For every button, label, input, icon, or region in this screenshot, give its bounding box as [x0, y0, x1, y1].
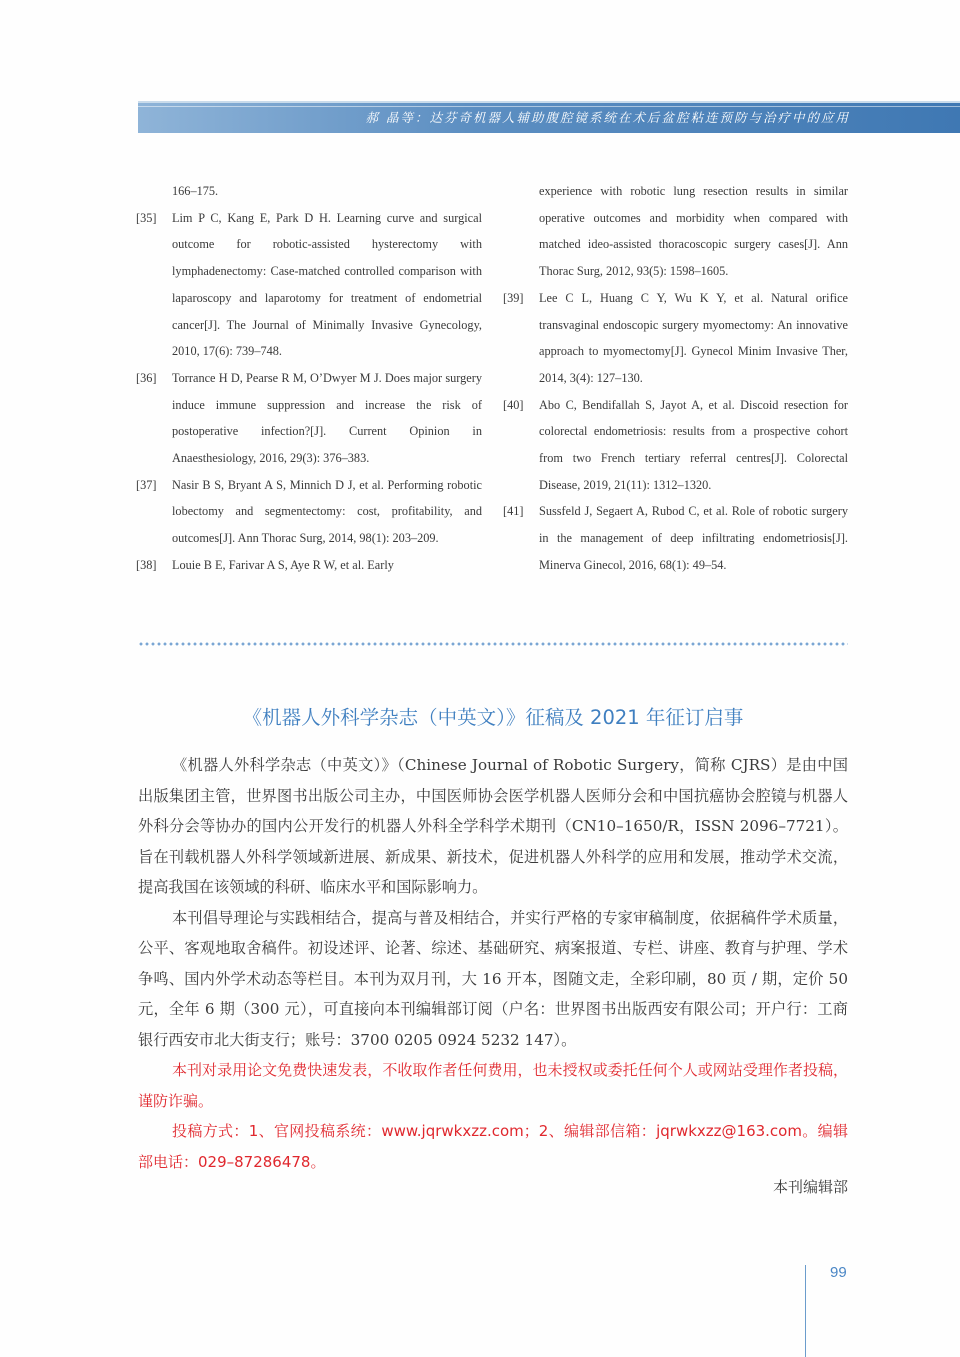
- dotted-divider: [138, 640, 848, 648]
- reference-text: Lim P C, Kang E, Park D H. Learning curve and surgical outcome for robotic-assisted hysterectomy with lymphadenectomy: Case-matched controlled comparison with laparoscopy and laparotomy for treatment of endometrial cancer[J]. The Journal of Minimally Invasive Gynecology, 2010, 17(6): 739–748.: [172, 210, 482, 359]
- reference-item: [503, 498, 848, 578]
- reference-item: [136, 472, 482, 552]
- reference-item: [136, 205, 482, 365]
- notice-warning: 本刊对录用论文免费快速发表，不收取作者任何费用，也未授权或委托任何个人或网站受理作者投稿，谨防诈骗。: [138, 1061, 848, 1110]
- reference-item: [136, 365, 482, 472]
- reference-text: Nasir B S, Bryant A S, Minnich D J, et al. Performing robotic lobectomy and segmentectomy: cost, profitability, and outcomes[J]. Ann Thorac Surg, 2014, 98(1): 203–209.: [172, 477, 482, 546]
- page-number: 99: [830, 1264, 847, 1281]
- reference-text: Abo C, Bendifallah S, Jayot A, et al. Discoid resection for colorectal endometriosis: results from a prospective cohort from two French tertiary referral centres[J]. Colorectal Disease, 2019, 21(11): 1312–1320.: [539, 397, 848, 492]
- reference-item: [136, 552, 482, 579]
- reference-number: [37]: [136, 477, 157, 492]
- references-right-column: [503, 178, 848, 579]
- reference-number: [39]: [503, 290, 524, 305]
- editorial-signature: 本刊编辑部: [772, 1178, 848, 1196]
- reference-item: [136, 178, 482, 205]
- reference-item: [503, 392, 848, 499]
- notice-title: 《机器人外科学杂志（中英文）》征稿及 2021 年征订启事: [242, 706, 744, 729]
- notice-body: [138, 750, 848, 1177]
- reference-number: [38]: [136, 557, 157, 572]
- notice-paragraph-intro: 《机器人外科学杂志（中英文）》（Chinese Journal of Robotic Surgery，简称 CJRS）是由中国出版集团主管，世界图书出版公司主办，中国医师协会医学机器人医师分会和中国抗癌协会腔镜与机器人外科分会等协办的国内公开发行的机器人外科全学科学术期刊（CN10–1650/R，ISSN 2096–7721）。旨在刊载机器人外科学领域新进展、新成果、新技术，促进机器人外科学的应用和发展，推动学术交流，提高我国在该领域的科研、临床水平和国际影响力。: [138, 756, 848, 896]
- notice-paragraph-policy: 本刊倡导理论与实践相结合，提高与普及相结合，并实行严格的专家审稿制度，依据稿件学术质量，公平、客观地取舍稿件。初设述评、论著、综述、基础研究、病案报道、专栏、讲座、教育与护理、学术争鸣、国内外学术动态等栏目。本刊为双月刊，大 16 开本，图随文走，全彩印刷，80 页 / 期，定价 50 元，全年 6 期（300 元），可直接向本刊编辑部订阅（户名：世界图书出版西安有限公司；开户行：工商银行西安市北大街支行；账号：3700 0205 0924 5232 147）。: [138, 908, 848, 1049]
- reference-number: [41]: [503, 504, 524, 519]
- reference-text: Torrance H D, Pearse R M, O’Dwyer M J. Does major surgery induce immune suppression and increase the risk of postoperative infection?[J]. Current Opinion in Anaesthesiology, 2016, 29(3): 376–383.: [172, 370, 482, 466]
- page-number-rule: [805, 1265, 806, 1357]
- reference-text: Sussfeld J, Segaert A, Rubod C, et al. Role of robotic surgery in the management of deep infiltrating endometriosis[J]. Minerva Ginecol, 2016, 68(1): 49–54.: [539, 504, 848, 572]
- running-header: [138, 101, 960, 133]
- reference-item: [503, 178, 848, 285]
- reference-text: Louie B E, Farivar A S, Aye R W, et al. Early: [172, 557, 394, 572]
- reference-number: [36]: [136, 370, 157, 385]
- reference-text: Lee C L, Huang C Y, Wu K Y, et al. Natural orifice transvaginal endoscopic surgery myomectomy: An innovative approach to myomectomy[J]. Gynecol Minim Invasive Ther, 2014, 3(4): 127–130.: [539, 290, 848, 385]
- references-left-column: [136, 178, 482, 579]
- reference-text: experience with robotic lung resection results in similar operative outcomes and morbidity when compared with matched ideo-assisted thoracoscopic surgery cases[J]. Ann Thorac Surg, 2012, 93(5): 1598–1605.: [539, 184, 848, 279]
- notice-contact: 投稿方式：1、官网投稿系统：www.jqrwkxzz.com；2、编辑部信箱：jqrwkxzz@163.com。编辑部电话：029–87286478。: [138, 1122, 848, 1171]
- reference-number: [35]: [136, 210, 157, 225]
- reference-number: [40]: [503, 397, 524, 412]
- running-header-title: 郝 晶等：达芬奇机器人辅助腹腔镜系统在术后盆腔粘连预防与治疗中的应用: [365, 110, 850, 125]
- reference-item: [503, 285, 848, 392]
- reference-text: 166–175.: [172, 184, 219, 198]
